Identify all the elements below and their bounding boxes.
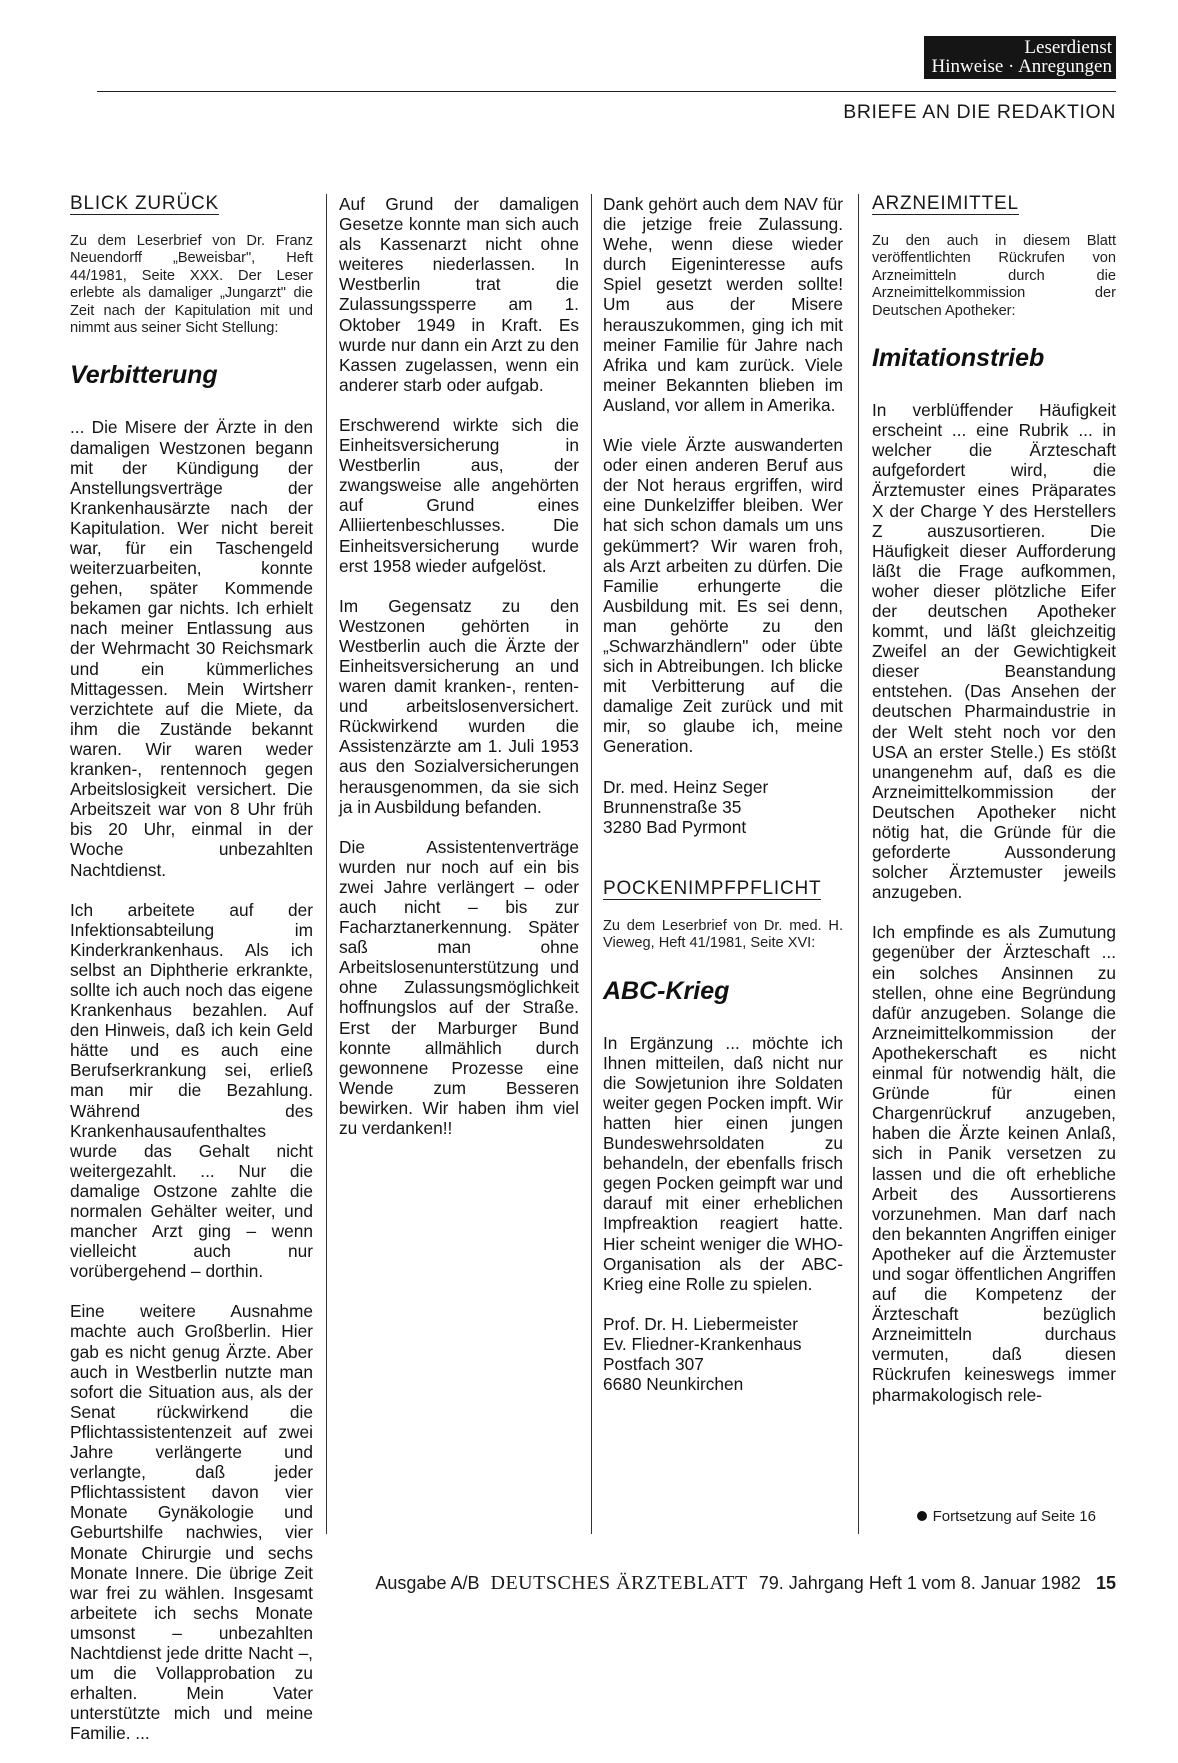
column-2 bbox=[339, 194, 579, 1158]
column-divider bbox=[326, 194, 327, 1534]
paragraph: Im Gegensatz zu den Westzonen gehörten in Westberlin auch die Ärzte der Einheitsversicherung an und waren damit kranken-, renten- und arbeitslosenversichert. Rückwirkend wurden die Assistenzärzte am 1. Juli 1953 aus den Sozialversicherungen herausgenommen, da sie sich ja in Ausbildung befanden. bbox=[339, 595, 579, 817]
section-badge bbox=[924, 36, 1116, 79]
article-kicker: ARZNEIMITTEL bbox=[872, 193, 1019, 214]
article-intro: Zu dem Leserbrief von Dr. med. H. Vieweg, Heft 41/1981, Seite XVI: bbox=[603, 917, 843, 952]
paragraph: Erschwerend wirkte sich die Einheitsversicherung in Westberlin aus, der zwangsweise alle angehörten auf Grund eines Alliiertenbeschlusses. Die Einheitsversicherung wurde erst 1958 wieder aufgelöst. bbox=[339, 414, 579, 576]
signature-line: Postfach 307 bbox=[603, 1354, 704, 1375]
article-intro: Zu den auch in diesem Blatt veröffentlichten Rückrufen von Arzneimitteln durch die Arzneimittelkommission der Deutschen Apotheker: bbox=[872, 233, 1116, 319]
footer-edition: Ausgabe A/B bbox=[375, 1573, 480, 1593]
article-headline: ABC-Krieg bbox=[603, 976, 730, 1005]
paragraph: Auf Grund der damaligen Gesetze konnte man sich auch als Kassenarzt nicht ohne weiteres niederlassen. In Westberlin trat die Zulassungssperre am 1. Oktober 1949 in Kraft. Es wurde nur dann ein Arzt zu den Kassen zugelassen, wenn ein anderer starb oder aufgab. bbox=[339, 194, 579, 395]
paragraph: Eine weitere Ausnahme machte auch Großberlin. Hier gab es nicht genug Ärzte. Aber auch in Westberlin nutzte man sofort die Situation aus, als der Senat rückwirkend die Pflichtassistentenzeit auf zwei Jahre verlängerte und verlangte, daß jeder Pflichtassistent davon vier Monate Gynäkologie und Geburtshilfe nachwies, vier Monate Chirurgie und sechs Monate Innere. Die übrige Zeit war frei zu wählen. Insgesamt arbeitete ich sechs Monate umsonst – unbezahlten Nachtdienst jede dritte Nacht –, um die Vollapprobation zu erhalten. Mein Vater unterstützte mich und meine Familie. ... bbox=[70, 1301, 313, 1744]
page-footer bbox=[375, 1572, 1116, 1595]
author-signature bbox=[603, 777, 843, 837]
article-body bbox=[70, 417, 313, 1743]
article-headline: Imitationstrieb bbox=[872, 344, 1045, 373]
continuation-note bbox=[917, 1508, 1096, 1525]
signature-line: Brunnenstraße 35 bbox=[603, 796, 742, 817]
paragraph: In verblüffender Häufigkeit erscheint ... eine Rubrik ... in welcher die Ärzteschaft aufgefordert wird, die Ärztemuster eines Präparates X der Charge Y des Herstellers Z auszusortieren. Die Häufigkeit dieser Aufforderung läßt die Frage aufkommen, woher dieser plötzliche Eifer der deutschen Apotheker kommt, und läßt gleichzeitig Zweifel an der Gewichtigkeit dieser Beanstandung entstehen. (Das Ansehen der deutschen Pharmaindustrie in der Welt steht noch vor den USA an erster Stelle.) Es stößt unangenehm auf, daß es die Arzneimittelkommission der Deutschen Apotheker nicht nötig hat, die Gründe für die geforderte Aussonderung solcher Ärztemuster jeweils anzugeben. bbox=[872, 400, 1116, 903]
badge-line-2: Hinweise · Anregungen bbox=[931, 56, 1112, 77]
article-kicker: POCKENIMPFPFLICHT bbox=[603, 877, 822, 899]
signature-line: Ev. Fliedner-Krankenhaus bbox=[603, 1333, 802, 1354]
article-intro: Zu dem Leserbrief von Dr. Franz Neuendorff „Beweisbar", Heft 44/1981, Seite XXX. Der Leser erlebte als damaliger „Jungarzt" die Zeit nach der Kapitulation mit und nimmt aus seiner Sicht Stellung: bbox=[70, 233, 313, 337]
header-rule bbox=[97, 91, 1116, 92]
article-body bbox=[872, 400, 1116, 1405]
signature-line: Prof. Dr. H. Liebermeister bbox=[603, 1313, 798, 1334]
footer-issue: 79. Jahrgang Heft 1 vom 8. Januar 1982 bbox=[758, 1573, 1081, 1593]
article-body bbox=[603, 1033, 843, 1294]
signature-line: 3280 Bad Pyrmont bbox=[603, 816, 747, 837]
author-signature bbox=[603, 1314, 843, 1394]
column-3 bbox=[603, 194, 843, 1394]
paragraph: ... Die Misere der Ärzte in den damaligen Westzonen begann mit der Kündigung der Anstellungsverträge der Krankenhausärzte nach der Kapitulation. Wer nicht bereit war, für ein Taschengeld weiterzuarbeiten, konnte gehen, später Kommende bekamen gar nichts. Ich erhielt nach meiner Entlassung aus der Wehrmacht 30 Reichsmark und ein kümmerliches Mittagessen. Mein Wirtsherr verzichtete auf die Miete, da ihm die Zustände bekannt waren. Wir waren weder kranken-, rentennoch gegen Arbeitslosigkeit versichert. Die Arbeitszeit war von 8 Uhr früh bis 20 Uhr, einmal in der Woche unbezahlten Nachtdienst. bbox=[70, 417, 313, 880]
paragraph: Wie viele Ärzte auswanderten oder einen anderen Beruf aus der Not heraus ergriffen, wird eine Dunkelziffer bleiben. Wer hat sich schon damals um uns gekümmert? Wir waren froh, als Arzt arbeiten zu dürfen. Die Familie erhungerte die Ausbildung mit. Es sei denn, man gehörte zu den „Schwarzhändlern" oder übte sich in Abtreibungen. Ich blicke mit Verbitterung auf die damalige Zeit zurück und mit mir, so glaube ich, meine Generation. bbox=[603, 435, 843, 757]
paragraph: Ich arbeitete auf der Infektionsabteilung im Kinderkrankenhaus. Als ich selbst an Diphtherie erkrankte, sollte ich auch noch das eigene Krankenhaus bezahlen. Auf den Hinweis, daß ich kein Geld hätte und es auch eine Berufserkrankung sei, erließ man mir die Bezahlung. Während des Krankenhausaufenthaltes wurde das Gehalt nicht weitergezahlt. ... Nur die damalige Ostzone zahlte die normalen Gehälter weiter, und mancher Arzt ging – wenn vielleicht auch nur vorübergehend – dorthin. bbox=[70, 899, 313, 1282]
article-body-continued bbox=[603, 194, 843, 757]
signature-line: 6680 Neunkirchen bbox=[603, 1374, 744, 1395]
section-title: BRIEFE AN DIE REDAKTION bbox=[843, 101, 1116, 123]
column-divider bbox=[591, 194, 592, 1534]
column-divider bbox=[858, 194, 859, 1534]
column-1 bbox=[70, 194, 313, 1763]
continuation-text: Fortsetzung auf Seite 16 bbox=[932, 1508, 1096, 1525]
article-kicker: BLICK ZURÜCK bbox=[70, 193, 219, 214]
paragraph: In Ergänzung ... möchte ich Ihnen mitteilen, daß nicht nur die Sowjetunion ihre Soldaten weiter gegen Pocken impft. Wir hatten hier einen jungen Bundeswehrsoldaten zu behandeln, der ebenfalls frisch gegen Pocken geimpft war und darauf mit einer erheblichen Impfreaktion reagiert hatte. Hier scheint weniger die WHO-Organisation als der ABC-Krieg eine Rolle zu spielen. bbox=[603, 1032, 843, 1294]
paragraph: Die Assistentenverträge wurden nur noch auf ein bis zwei Jahre verlängert – oder auch nicht – bis zur Facharztanerkennung. Später saß man ohne Arbeitslosenunterstützung und ohne Zulassungsmöglichkeit hoffnungslos auf der Straße. Erst der Marburger Bund konnte allmählich durch gewonnene Prozesse eine Wende zum Besseren bewirken. Wir haben ihm viel zu verdanken!! bbox=[339, 836, 579, 1139]
article-headline: Verbitterung bbox=[70, 361, 218, 390]
paragraph: Ich empfinde es als Zumutung gegenüber der Ärzteschaft ... ein solches Ansinnen zu stellen, ohne eine Begründung dafür anzugeben. Solange die Arzneimittelkommission der Apothekerschaft es nicht einmal für notwendig hält, die Gründe für einen Chargenrückruf anzugeben, haben die Ärzte keinen Anlaß, sich in Panik versetzen zu lassen und die oft erhebliche Arbeit des Aussortierens vorzunehmen. Man darf nach den bekannten Angriffen einiger Apotheker auf die Ärztemuster und sogar öffentlichen Angriffen auf die Kompetenz der Ärzteschaft bezüglich Arzneimitteln durchaus vermuten, daß diesen Rückrufen keineswegs immer pharmakologisch rele- bbox=[872, 922, 1116, 1405]
page-number: 15 bbox=[1095, 1573, 1116, 1593]
article-body-continued bbox=[339, 194, 579, 1138]
column-4 bbox=[872, 194, 1116, 1425]
signature-line: Dr. med. Heinz Seger bbox=[603, 776, 769, 797]
footer-journal: DEUTSCHES ÄRZTEBLATT bbox=[490, 1572, 748, 1594]
paragraph: Dank gehört auch dem NAV für die jetzige freie Zulassung. Wehe, wenn diese wieder durch Eigeninteresse aufs Spiel gesetzt werden sollte! Um aus der Misere herauszukommen, ging ich mit meiner Familie für Jahre nach Afrika und kam zurück. Viele meiner Bekannten blieben im Ausland, vor allem in Amerika. bbox=[603, 194, 843, 415]
bullet-dot-icon bbox=[917, 1511, 927, 1521]
badge-line-1: Leserdienst bbox=[1024, 37, 1112, 58]
